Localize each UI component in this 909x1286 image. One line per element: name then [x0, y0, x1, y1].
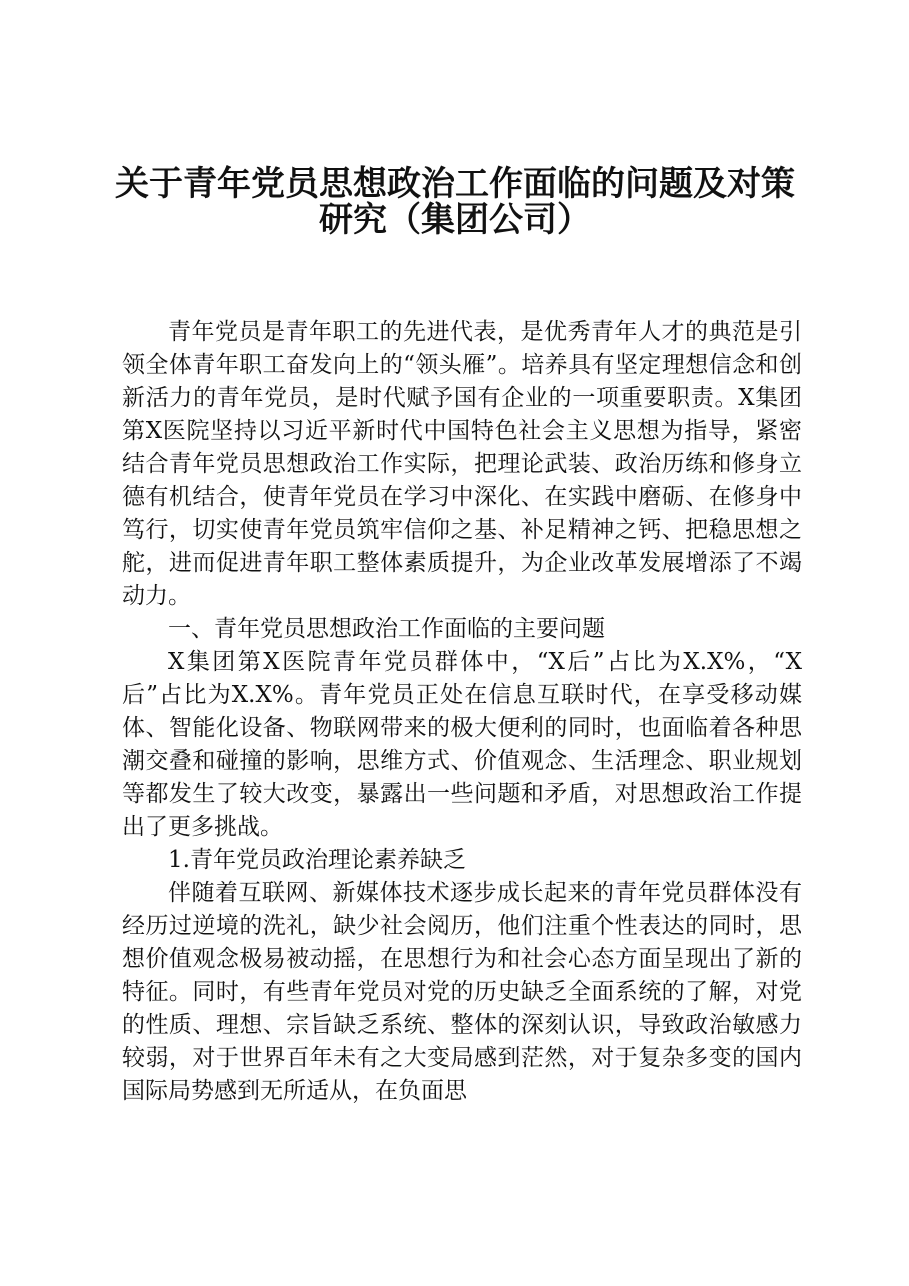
subsection-heading-1: 1.青年党员政治理论素养缺乏 [168, 847, 466, 873]
document-body [122, 316, 802, 1108]
document-title-line-2: 研究（集团公司） [319, 200, 591, 240]
section-heading-1: 一、青年党员思想政治工作面临的主要问题 [168, 616, 605, 642]
subsection-1-paragraph: 伴随着互联网、新媒体技术逐步成长起来的青年党员群体没有经历过逆境的洗礼，缺少社会阅历，他们注重个性表达的同时，思想价值观念极易被动摇，在思想行为和社会心态方面呈现出了新的特征。同时，有些青年党员对党的历史缺乏全面系统的了解，对党的性质、理想、宗旨缺乏系统、整体的深刻认识，导致政治敏感力较弱，对于世界百年未有之大变局感到茫然，对于复杂多变的国内国际局势感到无所适从，在负面思 [122, 880, 802, 1104]
intro-paragraph: 青年党员是青年职工的先进代表，是优秀青年人才的典范是引领全体青年职工奋发向上的“领头雁”。培养具有坚定理想信念和创新活力的青年党员，是时代赋予国有企业的一项重要职责。X集团第X医院坚持以习近平新时代中国特色社会主义思想为指导，紧密结合青年党员思想政治工作实际，把理论武装、政治历练和修身立德有机结合，使青年党员在学习中深化、在实践中磨砺、在修身中笃行，切实使青年党员筑牢信仰之基、补足精神之钙、把稳思想之舵，进而促进青年职工整体素质提升，为企业改革发展增添了不竭动力。 [122, 319, 802, 609]
section-1-paragraph: X集团第X医院青年党员群体中，“X后”占比为X.X%，“X后”占比为X.X%。青年党员正处在信息互联时代，在享受移动媒体、智能化设备、物联网带来的极大便利的同时，也面临着各种思潮交叠和碰撞的影响，思维方式、价值观念、生活理念、职业规划等都发生了较大改变，暴露出一些问题和矛盾，对思想政治工作提出了更多挑战。 [122, 649, 802, 840]
document-title-line-1: 关于青年党员思想政治工作面临的问题及对策 [115, 164, 795, 204]
